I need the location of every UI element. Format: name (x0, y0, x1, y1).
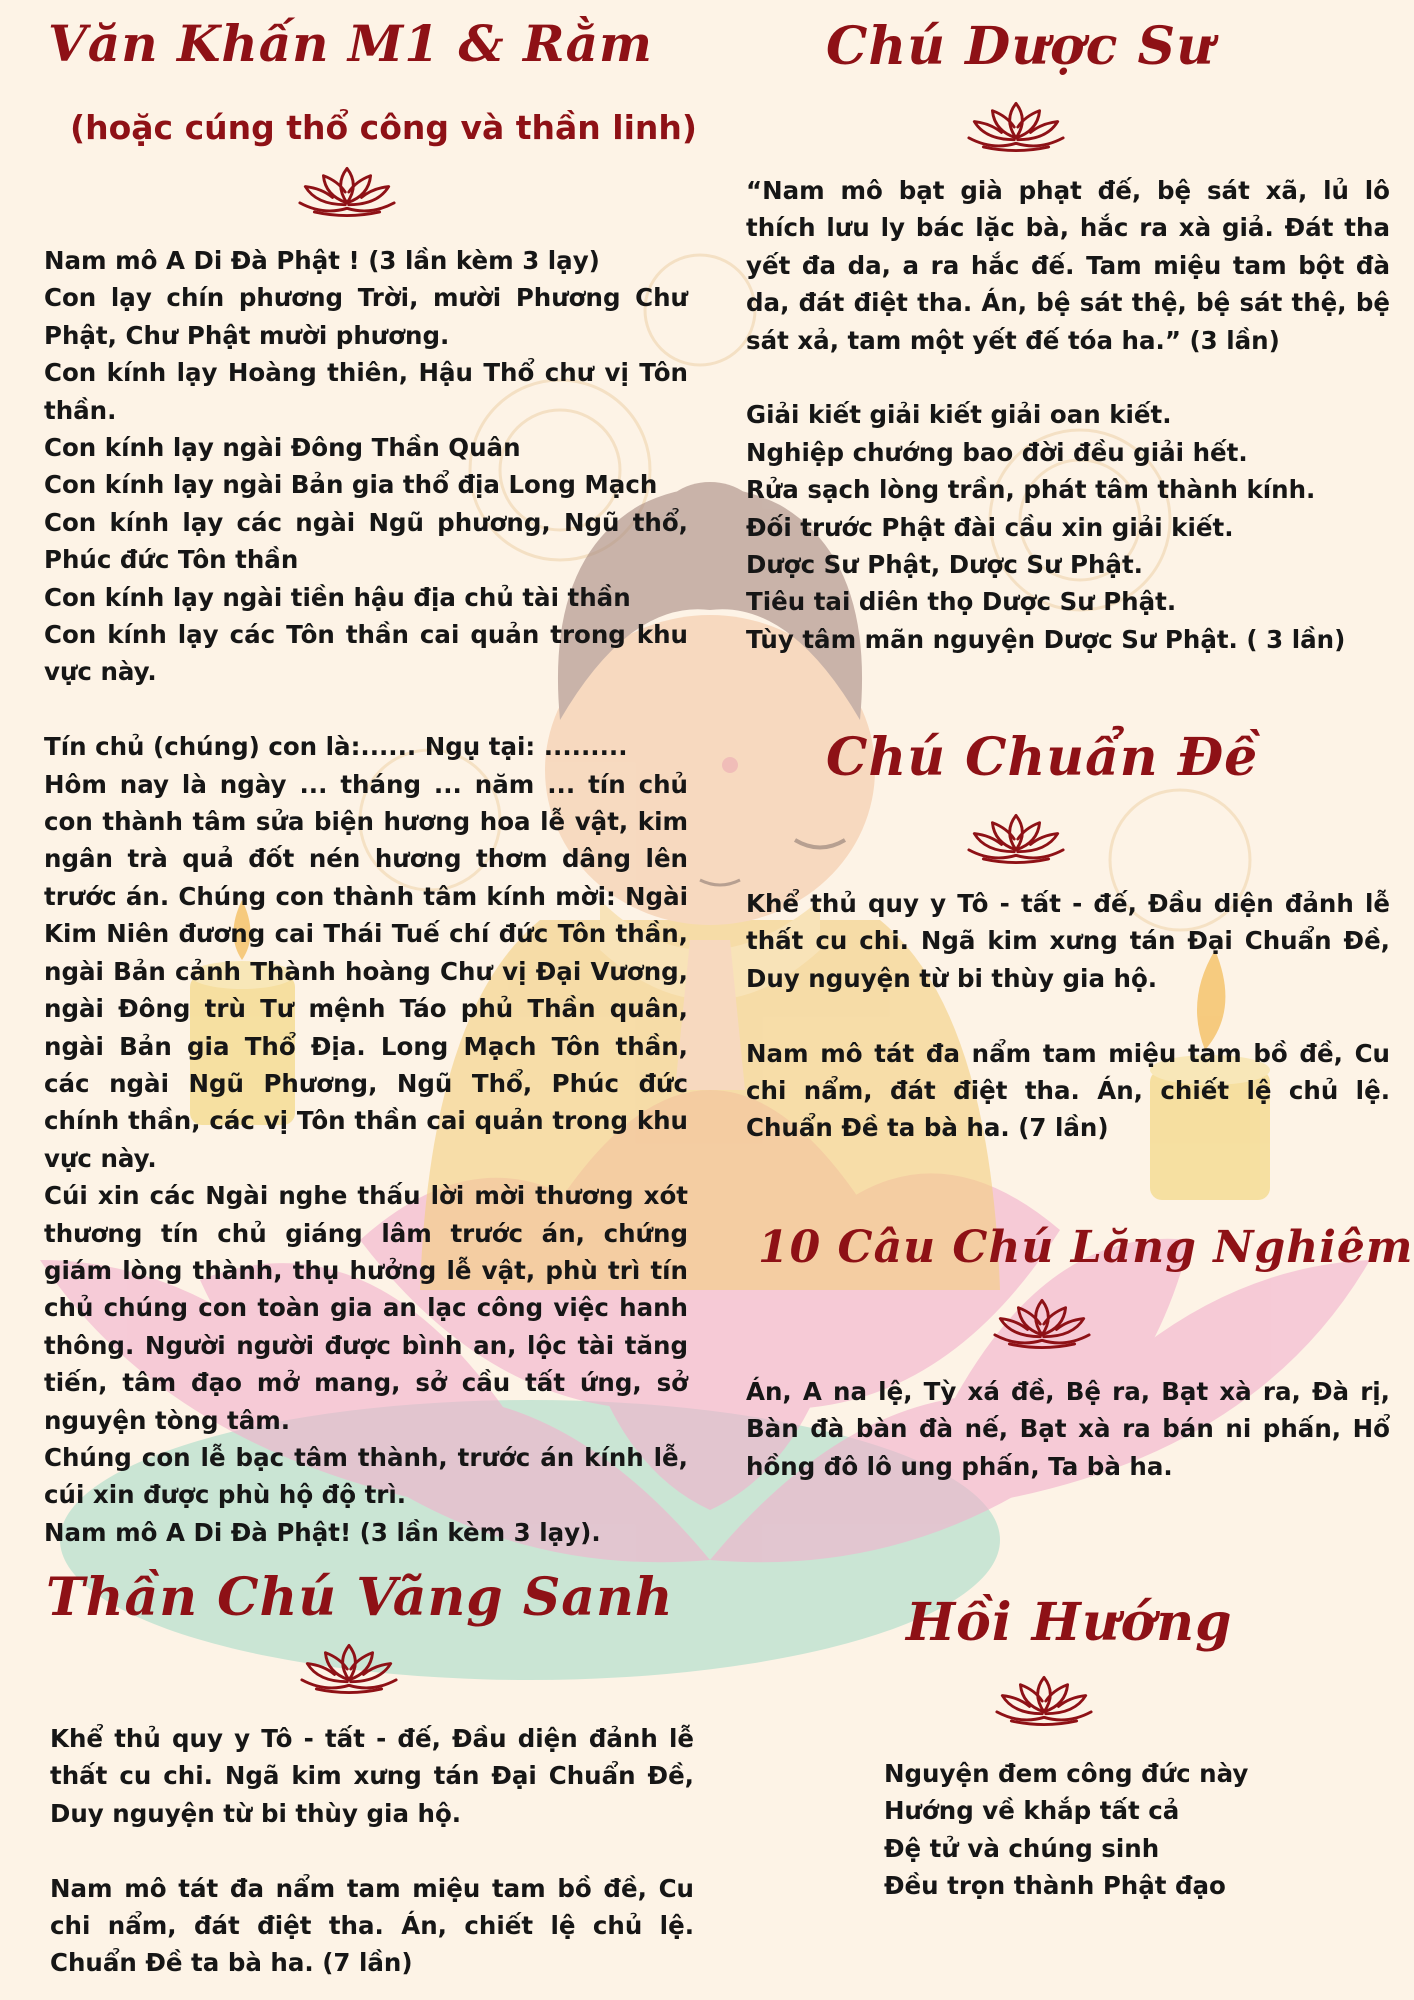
hoi-huong-line: Nguyện đem công đức này (884, 1759, 1249, 1788)
van-khan-paragraph: Nam mô A Di Đà Phật ! (3 lần kèm 3 lạy) (44, 246, 600, 275)
hoi-huong-title: Hồi Hướng (906, 1592, 1233, 1653)
van-khan-paragraph: Con kính lạy ngài Đông Thần Quân (44, 433, 521, 463)
van-khan-paragraph: Hôm nay là ngày ... tháng ... năm ... tín chủ con thành tâm sửa biện hương hoa lễ vật, kim ngân trà quả đốt nén hương thơm dâng lên trước án. Chúng con thành tâm kính mời: Ngài Kim Niên đương cai Thái Tuế chí đức Tôn thần, ngài Bản cảnh Thành hoàng Chư vị Đại Vương, ngài Đông trù Tư mệnh Táo phủ Thần quân, ngài Bản gia Thổ Địa. Long Mạch Tôn thần, các ngài Ngũ Phương, Ngũ Thổ, Phúc đức chính thần, các vị Tôn thần cai quản trong khu vực này. (44, 769, 688, 1173)
chuan-de-text (746, 885, 1390, 1147)
lotus-ornament-icon (988, 1672, 1100, 1730)
hoi-huong-line: Hướng về khắp tất cả (884, 1796, 1180, 1826)
lang-nghiem-text (746, 1373, 1390, 1485)
hoi-huong-line: Đều trọn thành Phật đạo (884, 1871, 1226, 1901)
van-khan-paragraph: Con kính lạy các Tôn thần cai quản trong khu vực này. (44, 620, 688, 687)
van-khan-paragraph: Cúi xin các Ngài nghe thấu lời mời thương xót thương tín chủ giáng lâm trước án, chứng giám lòng thành, thụ hưởng lễ vật, phù trì tín chủ chúng con toàn gia an lạc công việc hanh thông. Người người được bình an, lộc tài tăng tiến, tâm đạo mở mang, sở cầu tất ứng, sở nguyện tòng tâm. (44, 1181, 688, 1435)
van-khan-paragraph: Con kính lạy Hoàng thiên, Hậu Thổ chư vị Tôn thần. (44, 358, 688, 425)
van-khan-title: Văn Khấn M1 & Rằm (48, 14, 653, 73)
van-khan-paragraph: Chúng con lễ bạc tâm thành, trước án kính lễ, cúi xin được phù hộ độ trì. (44, 1442, 688, 1510)
van-khan-subtitle: (hoặc cúng thổ công và thần linh) (70, 108, 697, 147)
lotus-ornament-icon (960, 98, 1072, 156)
van-khan-paragraph: Con lạy chín phương Trời, mười Phương Chư Phật, Chư Phật mười phương. (44, 283, 688, 350)
duoc-su-title: Chú Dược Sư (826, 16, 1215, 77)
lang-nghiem-title: 10 Câu Chú Lăng Nghiêm (758, 1222, 1414, 1273)
duoc-su-paragraph: Nghiệp chướng bao đời đều giải hết. (746, 437, 1248, 467)
chuan-de-title: Chú Chuẩn Đề (826, 727, 1259, 788)
chuan-de-paragraph: Nam mô tát đa nẩm tam miệu tam bồ đề, Cu chi nẩm, đát điệt tha. Án, chiết lệ chủ lệ. Chuẩn Đề ta bà ha. (7 lần) (746, 1038, 1390, 1143)
duoc-su-text (746, 172, 1390, 658)
duoc-su-paragraph: Rửa sạch lòng trần, phát tâm thành kính. (746, 475, 1316, 505)
van-khan-paragraph: Nam mô A Di Đà Phật! (3 lần kèm 3 lạy). (44, 1517, 601, 1547)
duoc-su-paragraph: Đối trước Phật đài cầu xin giải kiết. (746, 512, 1234, 542)
vang-sanh-paragraph: Khể thủ quy y Tô - tất - đế, Đầu diện đảnh lễ thất cu chi. Ngã kim xưng tán Đại Chuẩn Đề, Duy nguyện từ bi thùy gia hộ. (50, 1724, 694, 1828)
lotus-ornament-icon (293, 1640, 405, 1698)
van-khan-text (44, 242, 688, 1551)
van-khan-paragraph: Con kính lạy ngài tiền hậu địa chủ tài thần (44, 582, 631, 612)
duoc-su-paragraph: Tiêu tai diên thọ Dược Sư Phật. (746, 587, 1177, 617)
duoc-su-paragraph: Giải kiết giải kiết giải oan kiết. (746, 400, 1172, 430)
van-khan-paragraph: Con kính lạy ngài Bản gia thổ địa Long Mạch (44, 470, 658, 500)
van-khan-paragraph: Con kính lạy các ngài Ngũ phương, Ngũ thổ, Phúc đức Tôn thần (44, 507, 688, 575)
lotus-ornament-icon (291, 163, 403, 221)
hoi-huong-text (884, 1755, 1304, 1905)
lang-nghiem-paragraph: Án, A na lệ, Tỳ xá đề, Bệ ra, Bạt xà ra, Đà rị, Bàn đà bàn đà nế, Bạt xà ra bán ni phấn, Hổ hồng đô lô ung phấn, Ta bà ha. (746, 1377, 1390, 1481)
lotus-ornament-icon (960, 810, 1072, 868)
duoc-su-paragraph: Dược Sư Phật, Dược Sư Phật. (746, 550, 1143, 580)
vang-sanh-paragraph: Nam mô tát đa nẩm tam miệu tam bồ đề, Cu chi nẩm, đát điệt tha. Án, chiết lệ chủ lệ. Chuẩn Đề ta bà ha. (7 lần) (50, 1873, 694, 1978)
duoc-su-paragraph: “Nam mô bạt già phạt đế, bệ sát xã, lủ lô thích lưu ly bác lặc bà, hắc ra xà giả. Đát tha yết đa da, a ra hắc đế. Tam miệu tam bột đà da, đát điệt tha. Án, bệ sát thệ, bệ sát thệ, bệ sát xả, tam một yết đế tóa ha.” (3 lần) (746, 176, 1390, 355)
vang-sanh-text (50, 1720, 694, 1982)
hoi-huong-line: Đệ tử và chúng sinh (884, 1833, 1160, 1863)
chuan-de-paragraph: Khể thủ quy y Tô - tất - đế, Đầu diện đảnh lễ thất cu chi. Ngã kim xưng tán Đại Chuẩn Đề, Duy nguyện từ bi thùy gia hộ. (746, 889, 1390, 993)
van-khan-paragraph: Tín chủ (chúng) con là:...... Ngụ tại: ......... (44, 732, 628, 762)
lotus-ornament-icon (986, 1295, 1098, 1353)
vang-sanh-title: Thần Chú Vãng Sanh (46, 1567, 674, 1628)
duoc-su-paragraph: Tùy tâm mãn nguyện Dược Sư Phật. ( 3 lần) (746, 624, 1346, 654)
